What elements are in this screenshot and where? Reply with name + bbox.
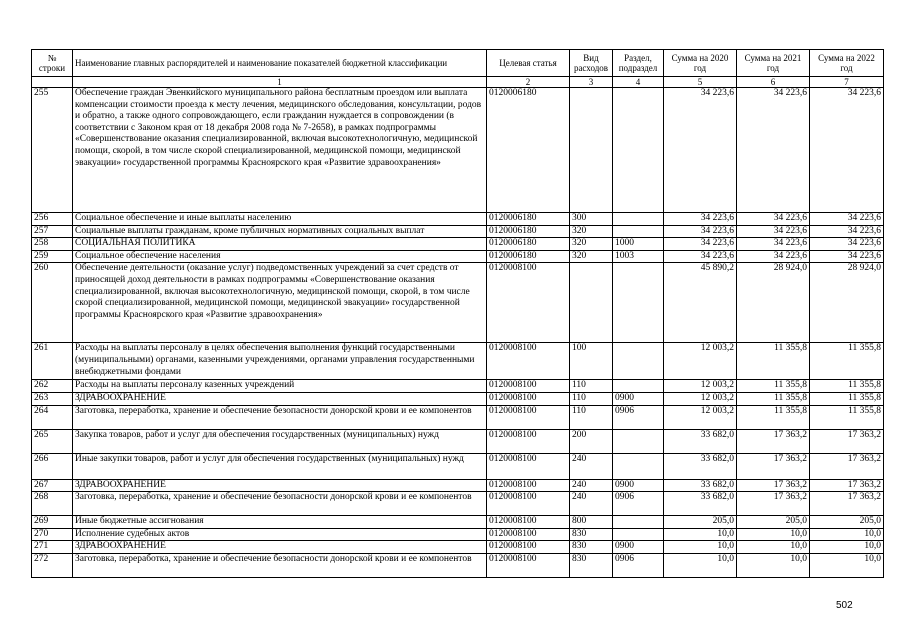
sum-2020-cell: 12 003,2: [664, 392, 737, 405]
sum-2020-cell: 33 682,0: [664, 429, 737, 453]
target-article-cell: 0120008100: [487, 528, 570, 541]
row-number-cell: 259: [32, 250, 73, 263]
row-number-cell: 256: [32, 213, 73, 226]
row-number-cell: 263: [32, 392, 73, 405]
section-cell: [613, 88, 664, 213]
header-sum-2020: Сумма на 2020 год: [664, 50, 737, 77]
expense-type-cell: [570, 263, 613, 343]
section-cell: 1000: [613, 238, 664, 251]
row-name-cell: Социальные выплаты гражданам, кроме публичных нормативных социальных выплат: [73, 225, 487, 238]
table-row: [32, 250, 884, 263]
expense-type-cell: 320: [570, 250, 613, 263]
table-row: [32, 263, 884, 343]
section-cell: 0906: [613, 553, 664, 577]
row-number-cell: 267: [32, 479, 73, 492]
target-article-cell: 0120008100: [487, 263, 570, 343]
column-number: 3: [570, 77, 613, 88]
section-cell: 0906: [613, 492, 664, 516]
sum-2021-cell: 10,0: [737, 528, 810, 541]
target-article-cell: 0120008100: [487, 343, 570, 380]
table-row: [32, 429, 884, 453]
sum-2020-cell: 34 223,6: [664, 225, 737, 238]
sum-2021-cell: 28 924,0: [737, 263, 810, 343]
column-number: 2: [487, 77, 570, 88]
row-number-cell: 269: [32, 516, 73, 529]
row-number-cell: 272: [32, 553, 73, 577]
expense-type-cell: [570, 88, 613, 213]
sum-2022-cell: 11 355,8: [810, 343, 884, 380]
sum-2021-cell: 34 223,6: [737, 213, 810, 226]
header-expense-type: Вид расходов: [570, 50, 613, 77]
header-row: [32, 50, 884, 77]
row-number-cell: 270: [32, 528, 73, 541]
row-number-cell: 262: [32, 380, 73, 393]
section-cell: [613, 213, 664, 226]
row-name-cell: Обеспечение деятельности (оказание услуг) подведомственных учреждений за счет средств от приносящей доход деятельности в рамках подпрограммы «Совершенствование оказания специализированной, включая высокотехнологичную, медицинской помощи, скорой, в том числе скорой специализированной, медицинской помощи, медицинской эвакуации» государственной программы Красноярского края «Развитие здравоохранения»: [73, 263, 487, 343]
sum-2020-cell: 12 003,2: [664, 343, 737, 380]
header-target-article: Целевая статья: [487, 50, 570, 77]
target-article-cell: 0120008100: [487, 492, 570, 516]
section-cell: [613, 516, 664, 529]
sum-2021-cell: 34 223,6: [737, 88, 810, 213]
target-article-cell: 0120008100: [487, 380, 570, 393]
sum-2020-cell: 10,0: [664, 553, 737, 577]
expense-type-cell: 100: [570, 343, 613, 380]
table-row: [32, 553, 884, 577]
sum-2020-cell: 33 682,0: [664, 492, 737, 516]
sum-2022-cell: 205,0: [810, 516, 884, 529]
target-article-cell: 0120006180: [487, 225, 570, 238]
table-body: [32, 88, 884, 578]
row-number-cell: 261: [32, 343, 73, 380]
section-cell: [613, 380, 664, 393]
section-cell: [613, 225, 664, 238]
section-cell: [613, 429, 664, 453]
expense-type-cell: 110: [570, 392, 613, 405]
row-name-cell: Заготовка, переработка, хранение и обеспечение безопасности донорской крови и ее компонентов: [73, 553, 487, 577]
table-row: [32, 453, 884, 479]
row-name-cell: Расходы на выплаты персоналу в целях обеспечения выполнения функций государственными (муниципальными) органами, казенными учреждениями, органами управления государственными внебюджетными фондами: [73, 343, 487, 380]
row-number-cell: 268: [32, 492, 73, 516]
sum-2021-cell: 17 363,2: [737, 479, 810, 492]
row-name-cell: Социальное обеспечение населения: [73, 250, 487, 263]
sum-2022-cell: 10,0: [810, 553, 884, 577]
sum-2022-cell: 34 223,6: [810, 88, 884, 213]
row-name-cell: Иные бюджетные ассигнования: [73, 516, 487, 529]
table-row: [32, 213, 884, 226]
sum-2020-cell: 34 223,6: [664, 238, 737, 251]
target-article-cell: 0120006180: [487, 250, 570, 263]
sum-2022-cell: 17 363,2: [810, 492, 884, 516]
sum-2020-cell: 34 223,6: [664, 88, 737, 213]
sum-2020-cell: 10,0: [664, 541, 737, 554]
section-cell: 0900: [613, 392, 664, 405]
sum-2021-cell: 17 363,2: [737, 453, 810, 479]
table-row: [32, 479, 884, 492]
expense-type-cell: 830: [570, 528, 613, 541]
expense-type-cell: 240: [570, 453, 613, 479]
sum-2022-cell: 11 355,8: [810, 392, 884, 405]
row-name-cell: Иные закупки товаров, работ и услуг для обеспечения государственных (муниципальных) нужд: [73, 453, 487, 479]
column-numbers-row: [32, 77, 884, 88]
row-number-cell: 264: [32, 405, 73, 429]
table-row: [32, 405, 884, 429]
expense-type-cell: 110: [570, 380, 613, 393]
sum-2021-cell: 10,0: [737, 541, 810, 554]
budget-table: [31, 49, 884, 578]
section-cell: 0900: [613, 479, 664, 492]
sum-2020-cell: 34 223,6: [664, 213, 737, 226]
row-number-cell: 271: [32, 541, 73, 554]
expense-type-cell: 830: [570, 541, 613, 554]
column-number: 1: [73, 77, 487, 88]
section-cell: 0906: [613, 405, 664, 429]
table-row: [32, 516, 884, 529]
column-number: 7: [810, 77, 884, 88]
target-article-cell: 0120006180: [487, 88, 570, 213]
sum-2021-cell: 11 355,8: [737, 392, 810, 405]
sum-2022-cell: 10,0: [810, 541, 884, 554]
section-cell: [613, 453, 664, 479]
expense-type-cell: 240: [570, 479, 613, 492]
table-row: [32, 541, 884, 554]
row-name-cell: Обеспечение граждан Эвенкийского муниципального района бесплатным проездом или выплата компенсации стоимости проезда к месту лечения, медицинского обследования, консультации, родов и обратно, а также одного сопровождающего, если гражданин нуждается в сопровождении (в соответствии с Законом края от 18 декабря 2008 года № 7-2658), в рамках подпрограммы «Совершенствование оказания специализированной, включая высокотехнологичную, медицинской помощи, скорой, в том числе скорой специализированной, медицинской помощи, медицинской эвакуации» государственной программы Красноярского края «Развитие здравоохранения»: [73, 88, 487, 213]
column-number: 6: [737, 77, 810, 88]
expense-type-cell: 800: [570, 516, 613, 529]
sum-2020-cell: 45 890,2: [664, 263, 737, 343]
row-name-cell: ЗДРАВООХРАНЕНИЕ: [73, 392, 487, 405]
sum-2020-cell: 12 003,2: [664, 405, 737, 429]
target-article-cell: 0120008100: [487, 392, 570, 405]
target-article-cell: 0120006180: [487, 213, 570, 226]
expense-type-cell: 830: [570, 553, 613, 577]
sum-2021-cell: 11 355,8: [737, 405, 810, 429]
sum-2022-cell: 34 223,6: [810, 250, 884, 263]
expense-type-cell: 200: [570, 429, 613, 453]
sum-2020-cell: 10,0: [664, 528, 737, 541]
column-number: 4: [613, 77, 664, 88]
table-row: [32, 492, 884, 516]
header-sum-2021: Сумма на 2021 год: [737, 50, 810, 77]
sum-2022-cell: 11 355,8: [810, 405, 884, 429]
sum-2020-cell: 33 682,0: [664, 479, 737, 492]
table-row: [32, 343, 884, 380]
sum-2022-cell: 17 363,2: [810, 479, 884, 492]
target-article-cell: 0120008100: [487, 453, 570, 479]
sum-2021-cell: 10,0: [737, 553, 810, 577]
sum-2021-cell: 11 355,8: [737, 343, 810, 380]
sum-2022-cell: 11 355,8: [810, 380, 884, 393]
sum-2020-cell: 33 682,0: [664, 453, 737, 479]
sum-2022-cell: 17 363,2: [810, 453, 884, 479]
section-cell: [613, 263, 664, 343]
sum-2022-cell: 34 223,6: [810, 225, 884, 238]
expense-type-cell: 110: [570, 405, 613, 429]
section-cell: [613, 343, 664, 380]
expense-type-cell: 320: [570, 225, 613, 238]
row-name-cell: ЗДРАВООХРАНЕНИЕ: [73, 479, 487, 492]
section-cell: 1003: [613, 250, 664, 263]
row-name-cell: СОЦИАЛЬНАЯ ПОЛИТИКА: [73, 238, 487, 251]
row-number-cell: 255: [32, 88, 73, 213]
row-name-cell: Заготовка, переработка, хранение и обеспечение безопасности донорской крови и ее компонентов: [73, 405, 487, 429]
target-article-cell: 0120008100: [487, 553, 570, 577]
row-number-cell: 257: [32, 225, 73, 238]
sum-2022-cell: 34 223,6: [810, 238, 884, 251]
row-name-cell: Расходы на выплаты персоналу казенных учреждений: [73, 380, 487, 393]
row-name-cell: Социальное обеспечение и иные выплаты населению: [73, 213, 487, 226]
row-number-cell: 258: [32, 238, 73, 251]
header-section: Раздел, подраздел: [613, 50, 664, 77]
target-article-cell: 0120008100: [487, 429, 570, 453]
section-cell: 0900: [613, 541, 664, 554]
table-row: [32, 225, 884, 238]
section-cell: [613, 528, 664, 541]
table-row: [32, 380, 884, 393]
page-number: 502: [836, 600, 853, 611]
row-name-cell: Исполнение судебных актов: [73, 528, 487, 541]
sum-2022-cell: 10,0: [810, 528, 884, 541]
row-number-cell: 266: [32, 453, 73, 479]
row-name-cell: Закупка товаров, работ и услуг для обеспечения государственных (муниципальных) нужд: [73, 429, 487, 453]
sum-2022-cell: 34 223,6: [810, 213, 884, 226]
expense-type-cell: 240: [570, 492, 613, 516]
target-article-cell: 0120006180: [487, 238, 570, 251]
row-number-cell: 265: [32, 429, 73, 453]
target-article-cell: 0120008100: [487, 516, 570, 529]
column-number-blank: [32, 77, 73, 88]
sum-2020-cell: 34 223,6: [664, 250, 737, 263]
sum-2021-cell: 34 223,6: [737, 238, 810, 251]
sum-2021-cell: 34 223,6: [737, 225, 810, 238]
table-row: [32, 528, 884, 541]
sum-2020-cell: 12 003,2: [664, 380, 737, 393]
target-article-cell: 0120008100: [487, 541, 570, 554]
header-name: Наименование главных распорядителей и наименование показателей бюджетной классификации: [73, 50, 487, 77]
header-row-number: № строки: [32, 50, 73, 77]
sum-2021-cell: 17 363,2: [737, 492, 810, 516]
sum-2021-cell: 205,0: [737, 516, 810, 529]
expense-type-cell: 300: [570, 213, 613, 226]
sum-2020-cell: 205,0: [664, 516, 737, 529]
sum-2022-cell: 17 363,2: [810, 429, 884, 453]
sum-2021-cell: 17 363,2: [737, 429, 810, 453]
row-name-cell: Заготовка, переработка, хранение и обеспечение безопасности донорской крови и ее компонентов: [73, 492, 487, 516]
sum-2021-cell: 34 223,6: [737, 250, 810, 263]
target-article-cell: 0120008100: [487, 479, 570, 492]
column-number: 5: [664, 77, 737, 88]
target-article-cell: 0120008100: [487, 405, 570, 429]
table-row: [32, 88, 884, 213]
row-name-cell: ЗДРАВООХРАНЕНИЕ: [73, 541, 487, 554]
expense-type-cell: 320: [570, 238, 613, 251]
table-row: [32, 238, 884, 251]
header-sum-2022: Сумма на 2022 год: [810, 50, 884, 77]
row-number-cell: 260: [32, 263, 73, 343]
sum-2021-cell: 11 355,8: [737, 380, 810, 393]
table-row: [32, 392, 884, 405]
sum-2022-cell: 28 924,0: [810, 263, 884, 343]
